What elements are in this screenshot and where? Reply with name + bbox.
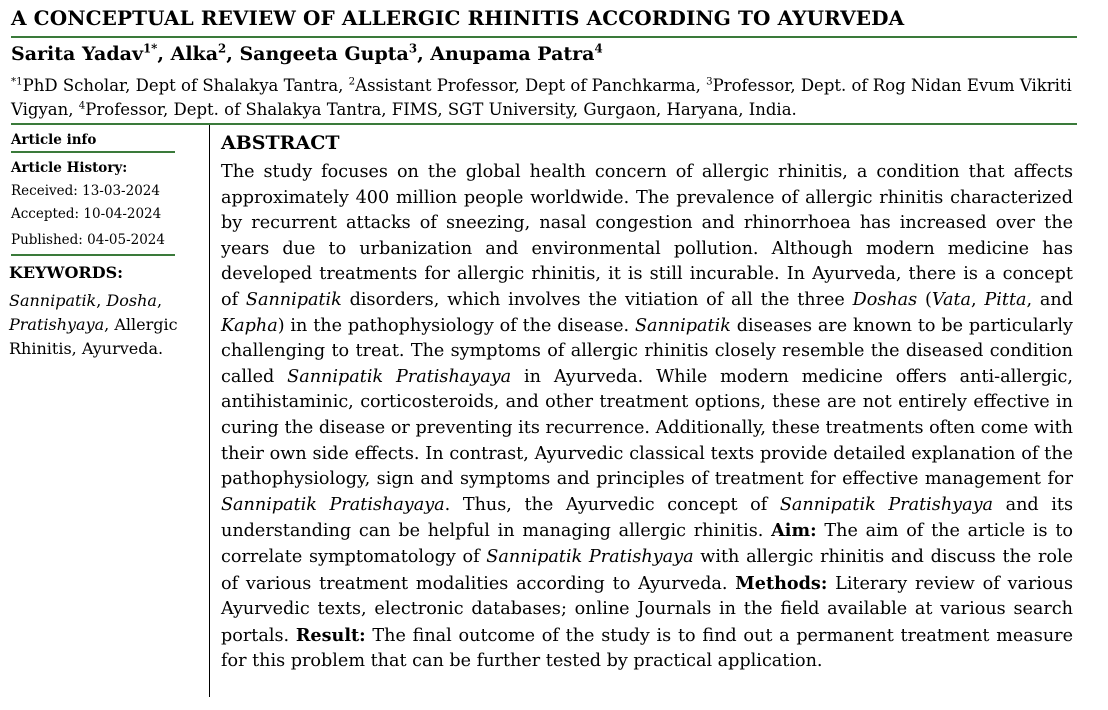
author-list — [11, 43, 603, 65]
abstract-segment: , — [971, 289, 985, 310]
history-divider — [11, 254, 175, 256]
article-history-heading: Article History: — [11, 160, 128, 176]
abstract-segment: Pitta — [984, 289, 1027, 310]
abstract-segment: ( — [917, 289, 932, 310]
abstract-segment: The aim of the article is to correlate symptomatology of — [221, 521, 1073, 567]
abstract-segment: The study focuses on the global health concern of allergic rhinitis, a condition that affects approximately 400 million people worldwide. The prevalence of allergic rhinitis characterized by recurrent attacks of sneezing, nasal congestion and rhinorrhoea has increased over the years due to urbanization and environmental pollution. Although modern medicine has developed treatments for allergic rhinitis, it is still incurable. In Ayurveda, there is a concept of — [221, 162, 1073, 310]
abstract-segment: Doshas — [852, 289, 918, 310]
keyword: Sannipatik — [9, 291, 97, 310]
received-date: Received: 13-03-2024 — [11, 183, 160, 199]
abstract-segment: Sannipatik Pratishayaya — [221, 494, 445, 515]
keywords-heading: KEYWORDS: — [9, 263, 124, 282]
abstract-segment: Aim: — [771, 520, 817, 542]
accepted-date: Accepted: 10-04-2024 — [11, 206, 162, 222]
abstract-segment: , and — [1026, 289, 1073, 310]
abstract-body — [221, 160, 1073, 675]
paper-title: A CONCEPTUAL REVIEW OF ALLERGIC RHINITIS ACCORDING TO AYURVEDA — [11, 6, 905, 30]
header-divider — [11, 123, 1077, 125]
author: Anupama Patra$^4$ — [430, 41, 603, 65]
affiliation: $^2$Assistant Professor, Dept of Panchkarma, — [348, 76, 707, 95]
affiliation: $^{*1}$PhD Scholar, Dept of Shalakya Tantra, — [11, 76, 349, 95]
abstract-segment: Sannipatik Pratishyaya — [779, 494, 994, 515]
abstract-heading: ABSTRACT — [221, 132, 340, 154]
abstract-segment: and its understanding can be helpful in managing allergic rhinitis. — [221, 494, 1074, 542]
abstract-segment: . Thus, the Ayurvedic concept of — [444, 494, 780, 515]
abstract-segment: Methods: — [735, 572, 828, 594]
abstract-segment: with allergic rhinitis and discuss the role of various treatment modalities according to Ayurveda. — [221, 546, 1073, 594]
abstract-segment: The final outcome of the study is to find out a permanent treatment measure for this problem that can be further tested by practical application. — [221, 625, 1073, 672]
abstract-segment: ) in the pathophysiology of the disease. — [277, 315, 635, 336]
affiliation: $^3$Professor, Dept. of Rog Nidan Evum Vikriti Vigyan, — [11, 76, 1072, 119]
author: Sangeeta Gupta$^3$, — [239, 41, 431, 65]
affiliations — [11, 74, 1077, 122]
published-date: Published: 04-05-2024 — [11, 232, 165, 248]
abstract-segment: Vata — [931, 289, 972, 310]
abstract-segment: Literary review of various Ayurvedic texts, electronic databases; online Journals in the field available at various search portals. — [221, 573, 1074, 646]
abstract-segment: Sannipatik Pratishayaya — [287, 366, 512, 387]
keyword: Allergic Rhinitis — [9, 315, 178, 358]
abstract-segment: Sannipatik Pratishyaya — [486, 546, 694, 567]
keyword: Pratishyaya — [9, 315, 105, 334]
affiliation: $^4$Professor, Dept. of Shalakya Tantra, FIMS, SGT University, Gurgaon, Haryana, India. — [78, 100, 797, 119]
abstract-segment: Sannipatik — [245, 289, 342, 310]
title-divider — [11, 36, 1077, 38]
author: Alka$^2$, — [170, 41, 240, 65]
article-info-divider — [11, 151, 175, 153]
abstract-segment: disorders, which involves the vitiation of all the three — [341, 289, 853, 310]
abstract-segment: diseases are known to be particularly challenging to treat. The symptoms of allergic rhinitis closely resemble the diseased condition called — [221, 315, 1073, 387]
author: Sarita Yadav$^{1*}$, — [11, 41, 171, 65]
article-info-heading: Article info — [11, 132, 97, 148]
abstract-segment: Kapha — [221, 315, 278, 336]
abstract-segment: Sannipatik — [634, 315, 731, 336]
keywords-list: Sannipatik, Dosha, Pratishyaya, Allergic Rhinitis, Ayurveda. — [9, 291, 178, 358]
abstract-segment: in Ayurveda. While modern medicine offers anti-allergic, antihistaminic, corticosteroids, and other treatment options, these are not entirely effective in curing the disease or preventing its recurrence. Additionally, these treatments often come with their own side effects. In contrast, Ayurvedic classical texts provide detailed explanation of the pathophysiology, sign and symptoms and principles of treatment for effective management for — [221, 366, 1073, 490]
keyword: Dosha — [106, 291, 157, 310]
column-divider — [209, 125, 210, 697]
keyword: Ayurveda — [81, 339, 159, 358]
abstract-segment: Result: — [295, 624, 366, 646]
